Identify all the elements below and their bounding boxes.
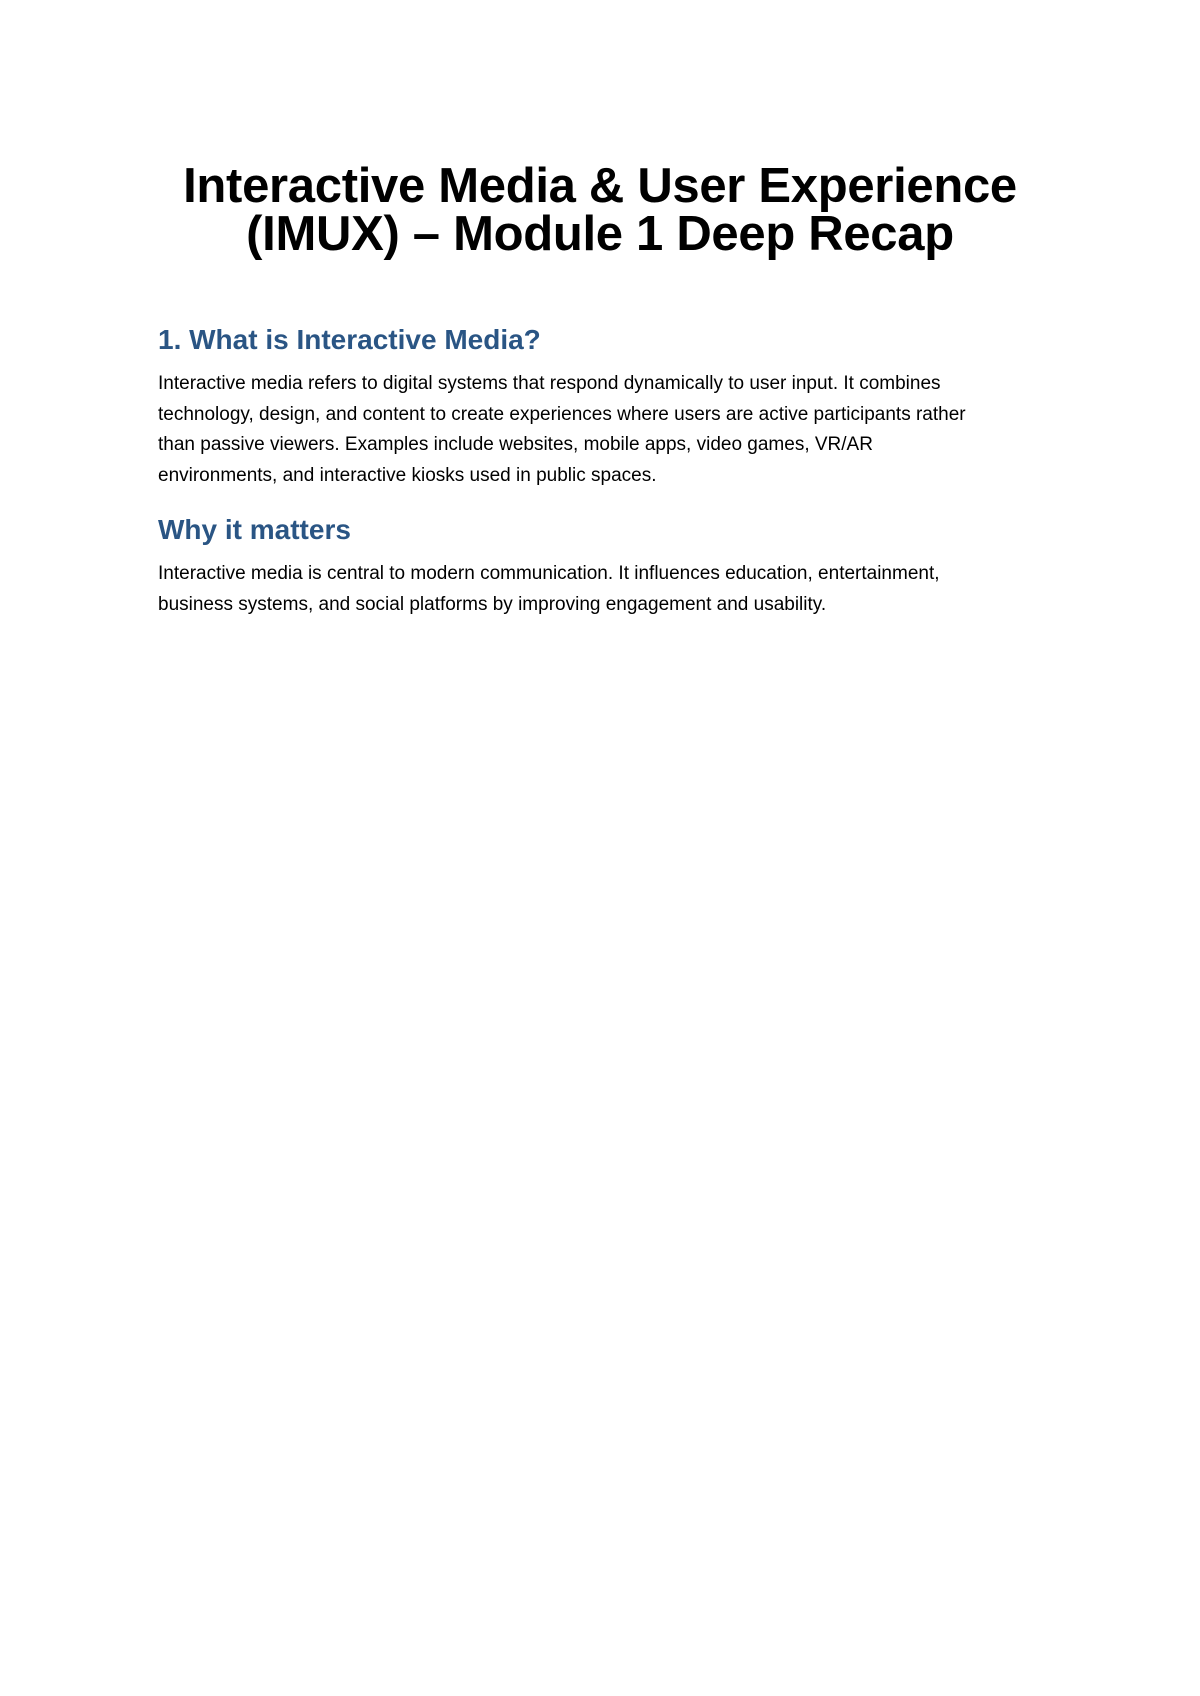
- paragraph-line: than passive viewers. Examples include websites, mobile apps, video games, VR/AR: [158, 434, 873, 456]
- document-title: [130, 159, 1070, 261]
- paragraph-line: environments, and interactive kiosks used in public spaces.: [158, 464, 657, 486]
- paragraph-line: business systems, and social platforms by improving engagement and usability.: [158, 593, 827, 615]
- section-paragraph-why-it-matters: [158, 559, 1038, 620]
- paragraph-line: Interactive media is central to modern communication. It influences education, entertainment,: [158, 563, 940, 584]
- paragraph-line: technology, design, and content to create experiences where users are active participants rather: [158, 403, 966, 425]
- section-paragraph-what-is-interactive-media: [158, 369, 1038, 491]
- section-heading-what-is-interactive-media: 1. What is Interactive Media?: [158, 324, 541, 355]
- section-heading-why-it-matters: Why it matters: [158, 514, 351, 545]
- paragraph-line: Interactive media refers to digital systems that respond dynamically to user input. It combines: [158, 373, 941, 394]
- document-title-line-2: (IMUX) – Module 1 Deep Recap: [246, 207, 954, 261]
- document-title-line-1: Interactive Media & User Experience: [183, 159, 1017, 213]
